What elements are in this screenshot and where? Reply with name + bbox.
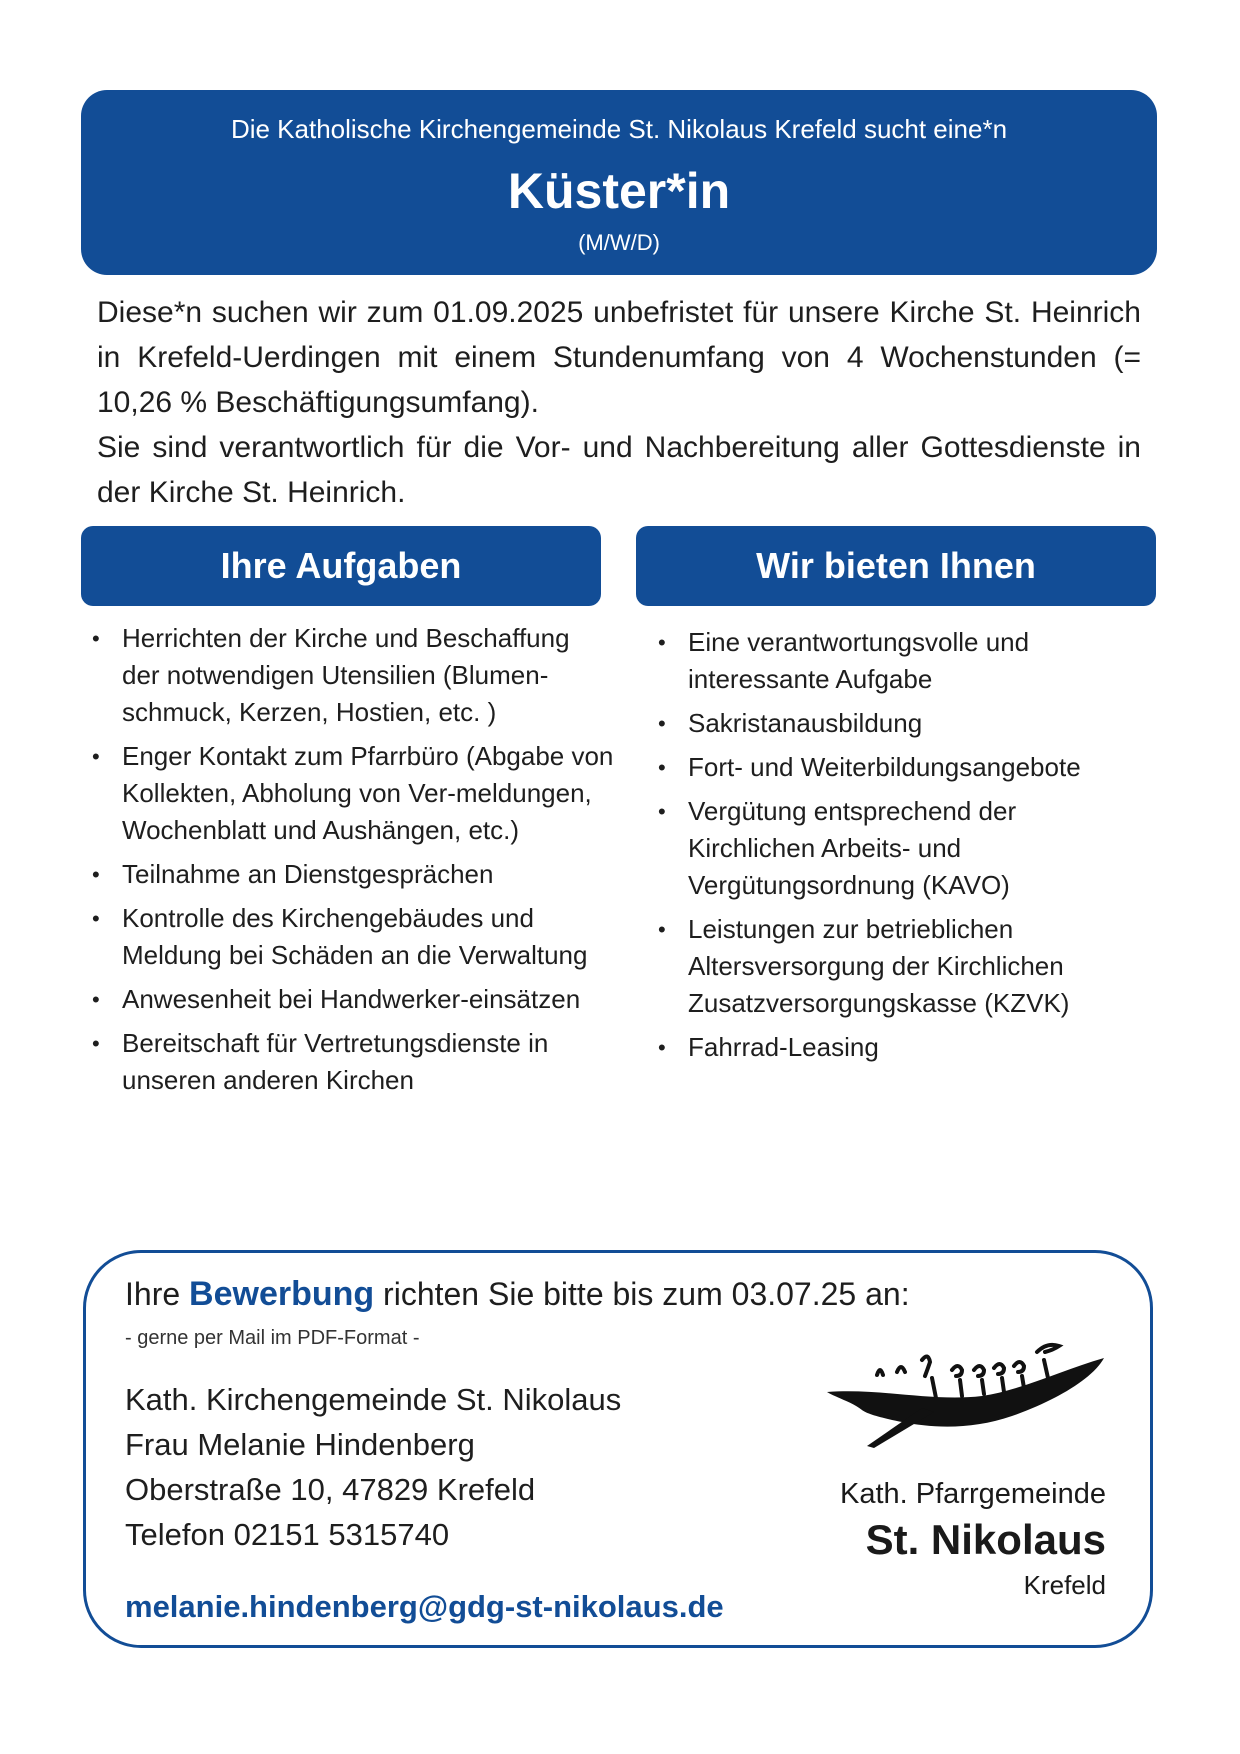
lead-paragraph-1: Diese*n suchen wir zum 01.09.2025 unbefristet für unsere Kirche St. Heinrich in Krefeld-Uerdingen mit einem Stundenumfang von 4 Wochenstunden (= 10,26 % Beschäftigungsumfang). xyxy=(97,296,1141,419)
list-item: • Bereitschaft für Vertretungsdienste in unseren anderen Kirchen xyxy=(84,1025,614,1099)
address-line: Oberstraße 10, 47829 Krefeld xyxy=(125,1472,536,1507)
logo-line-1: Kath. Pfarrgemeinde xyxy=(840,1478,1106,1510)
bullet-icon: • xyxy=(92,862,100,887)
address-line: Kath. Kirchengemeinde St. Nikolaus xyxy=(125,1382,622,1417)
logo-line-2: St. Nikolaus xyxy=(865,1516,1106,1563)
parish-logo xyxy=(790,1330,1130,1600)
list-item: • Kontrolle des Kirchengebäudes und Meldung bei Schäden an die Verwaltung xyxy=(84,900,614,974)
email-link[interactable]: melanie.hindenberg@gdg-st-nikolaus.de xyxy=(125,1589,724,1624)
list-item: • Vergütung entsprechend der Kirchlichen Arbeits- und Vergütungsordnung (KAVO) xyxy=(650,793,1150,904)
address-block xyxy=(125,1377,621,1557)
bullet-icon: • xyxy=(92,906,100,931)
bullet-icon: • xyxy=(92,987,100,1012)
boat-icon xyxy=(822,1330,1112,1460)
bullet-icon: • xyxy=(658,755,666,780)
header-banner xyxy=(81,90,1157,275)
bullet-icon: • xyxy=(658,799,666,824)
lead-paragraph-2: Sie sind verantwortlich für die Vor- und Nachbereitung aller Gottesdienste in der Kirche St. Heinrich. xyxy=(97,431,1141,509)
gender-note: (M/W/D) xyxy=(578,230,660,255)
list-item: • Herrichten der Kirche und Beschaffung der notwendigen Utensilien (Blumen-schmuck, Kerzen, Hostien, etc. ) xyxy=(84,620,614,731)
bullet-icon: • xyxy=(92,1031,100,1056)
address-line: Telefon 02151 5315740 xyxy=(125,1517,450,1552)
tasks-heading: Ihre Aufgaben xyxy=(81,526,601,606)
logo-line-3: Krefeld xyxy=(1023,1570,1106,1600)
application-hint: - gerne per Mail im PDF-Format - xyxy=(125,1327,420,1349)
list-item: • Leistungen zur betrieblichen Altersversorgung der Kirchlichen Zusatzversorgungskasse (KZVK) xyxy=(650,911,1150,1022)
list-item: • Teilnahme an Dienstgesprächen xyxy=(84,856,614,893)
application-prefix: Ihre xyxy=(125,1276,181,1312)
list-item: • Fort- und Weiterbildungsangebote xyxy=(650,749,1150,786)
list-item: • Sakristanausbildung xyxy=(650,705,1150,742)
offer-list xyxy=(650,624,1150,1073)
tasks-list xyxy=(84,620,614,1106)
header-intro: Die Katholische Kirchengemeinde St. Nikolaus Krefeld sucht eine*n xyxy=(230,114,1008,144)
list-item: • Anwesenheit bei Handwerker-einsätzen xyxy=(84,981,614,1018)
bullet-icon: • xyxy=(92,744,100,769)
application-suffix: richten Sie bitte bis zum 03.07.25 an: xyxy=(383,1276,910,1312)
bullet-icon: • xyxy=(92,626,100,651)
offer-heading: Wir bieten Ihnen xyxy=(636,526,1156,606)
list-item: • Eine verantwortungsvolle und interessante Aufgabe xyxy=(650,624,1150,698)
list-item: • Enger Kontakt zum Pfarrbüro (Abgabe von Kollekten, Abholung von Ver-meldungen, Wochenblatt und Aushängen, etc.) xyxy=(84,738,614,849)
address-line: Frau Melanie Hindenberg xyxy=(125,1427,475,1462)
job-title: Küster*in xyxy=(507,163,731,219)
bullet-icon: • xyxy=(658,630,666,655)
bullet-icon: • xyxy=(658,917,666,942)
bullet-icon: • xyxy=(658,711,666,736)
application-line xyxy=(125,1275,910,1314)
lead-text xyxy=(97,290,1141,515)
list-item: • Fahrrad-Leasing xyxy=(650,1029,1150,1066)
bullet-icon: • xyxy=(658,1035,666,1060)
application-highlight: Bewerbung xyxy=(189,1275,375,1313)
